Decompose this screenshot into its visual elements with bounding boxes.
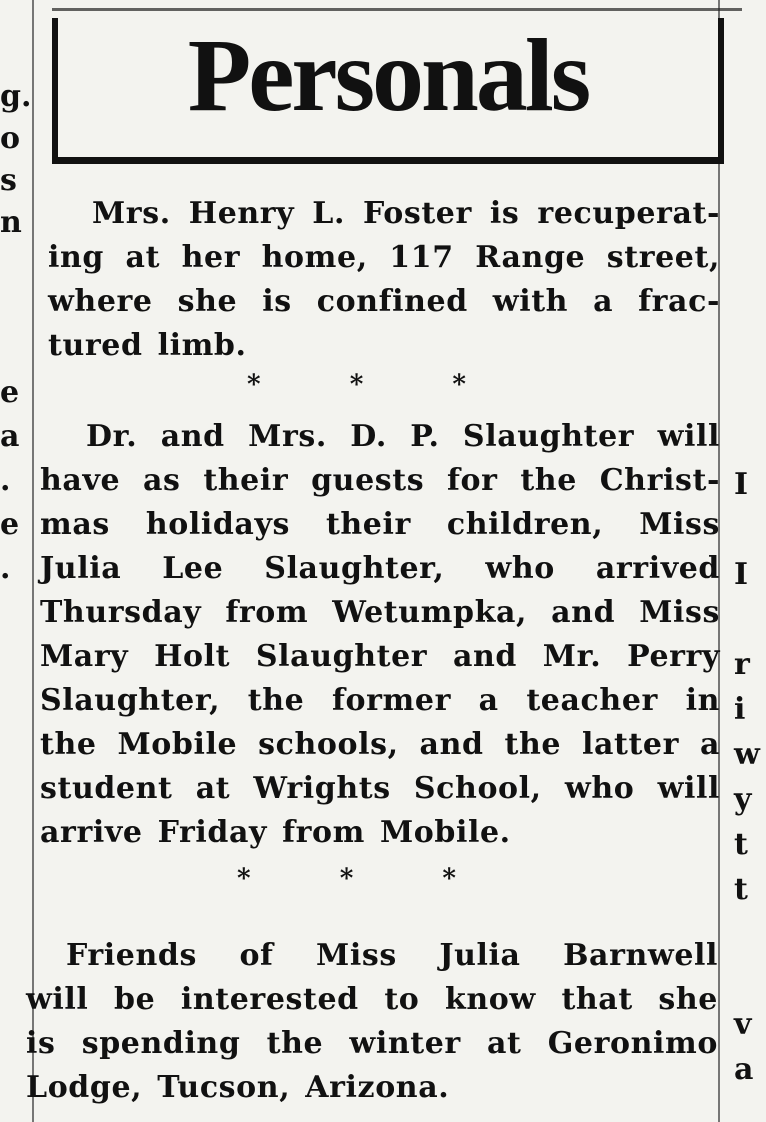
fragment: o: [0, 121, 21, 156]
fragment: a: [734, 1052, 754, 1087]
text-line: mas holidays their children, Miss: [40, 507, 720, 542]
text-line: ing at her home, 117 Range street,: [48, 240, 720, 275]
text-line: arrive Friday from Mobile.: [40, 815, 511, 850]
news-item-foster: [48, 192, 720, 368]
text-line: Slaughter, the former a teacher in: [40, 683, 720, 718]
text-line: tured limb.: [48, 328, 247, 363]
fragment: g.: [0, 79, 32, 114]
heading-box: [52, 18, 724, 164]
fragment: v: [734, 1007, 752, 1042]
news-item-slaughter: [40, 415, 720, 855]
separator-stars: * * *: [237, 864, 496, 894]
fragment: a: [0, 419, 20, 454]
fragment: t: [734, 872, 748, 907]
text-line: Julia Lee Slaughter, who arrived: [40, 551, 720, 586]
separator-stars: * * *: [247, 370, 506, 400]
fragment: .: [0, 463, 11, 498]
fragment: w: [734, 737, 760, 772]
fragment: t: [734, 827, 748, 862]
text-line: Lodge, Tucson, Arizona.: [26, 1070, 450, 1105]
fragment: I: [734, 467, 749, 502]
fragment: r: [734, 647, 750, 682]
text-line: Mary Holt Slaughter and Mr. Perry: [40, 639, 720, 674]
fragment: e: [0, 375, 20, 410]
fragment: y: [734, 782, 752, 817]
text-line: have as their guests for the Christ-: [40, 463, 720, 498]
adjacent-column-right: [726, 0, 766, 1122]
text-line: student at Wrights School, who will: [40, 771, 720, 806]
text-line: Thursday from Wetumpka, and Miss: [40, 595, 720, 630]
fragment: n: [0, 205, 22, 240]
news-item-barnwell: [26, 934, 718, 1110]
fragment: e: [0, 507, 20, 542]
text-line: Mrs. Henry L. Foster is recuperat-: [92, 196, 720, 231]
text-line: where she is confined with a frac-: [48, 284, 720, 319]
fragment: I: [734, 557, 749, 592]
fragment: .: [0, 551, 11, 586]
text-line: the Mobile schools, and the latter a: [40, 727, 720, 762]
fragment: s: [0, 163, 17, 198]
page-title: Personals: [187, 18, 589, 133]
text-line: Friends of Miss Julia Barnwell: [66, 938, 718, 973]
text-line: will be interested to know that she: [26, 982, 718, 1017]
text-line: Dr. and Mrs. D. P. Slaughter will: [86, 419, 720, 454]
text-line: is spending the winter at Geronimo: [26, 1026, 718, 1061]
fragment: i: [734, 692, 746, 727]
